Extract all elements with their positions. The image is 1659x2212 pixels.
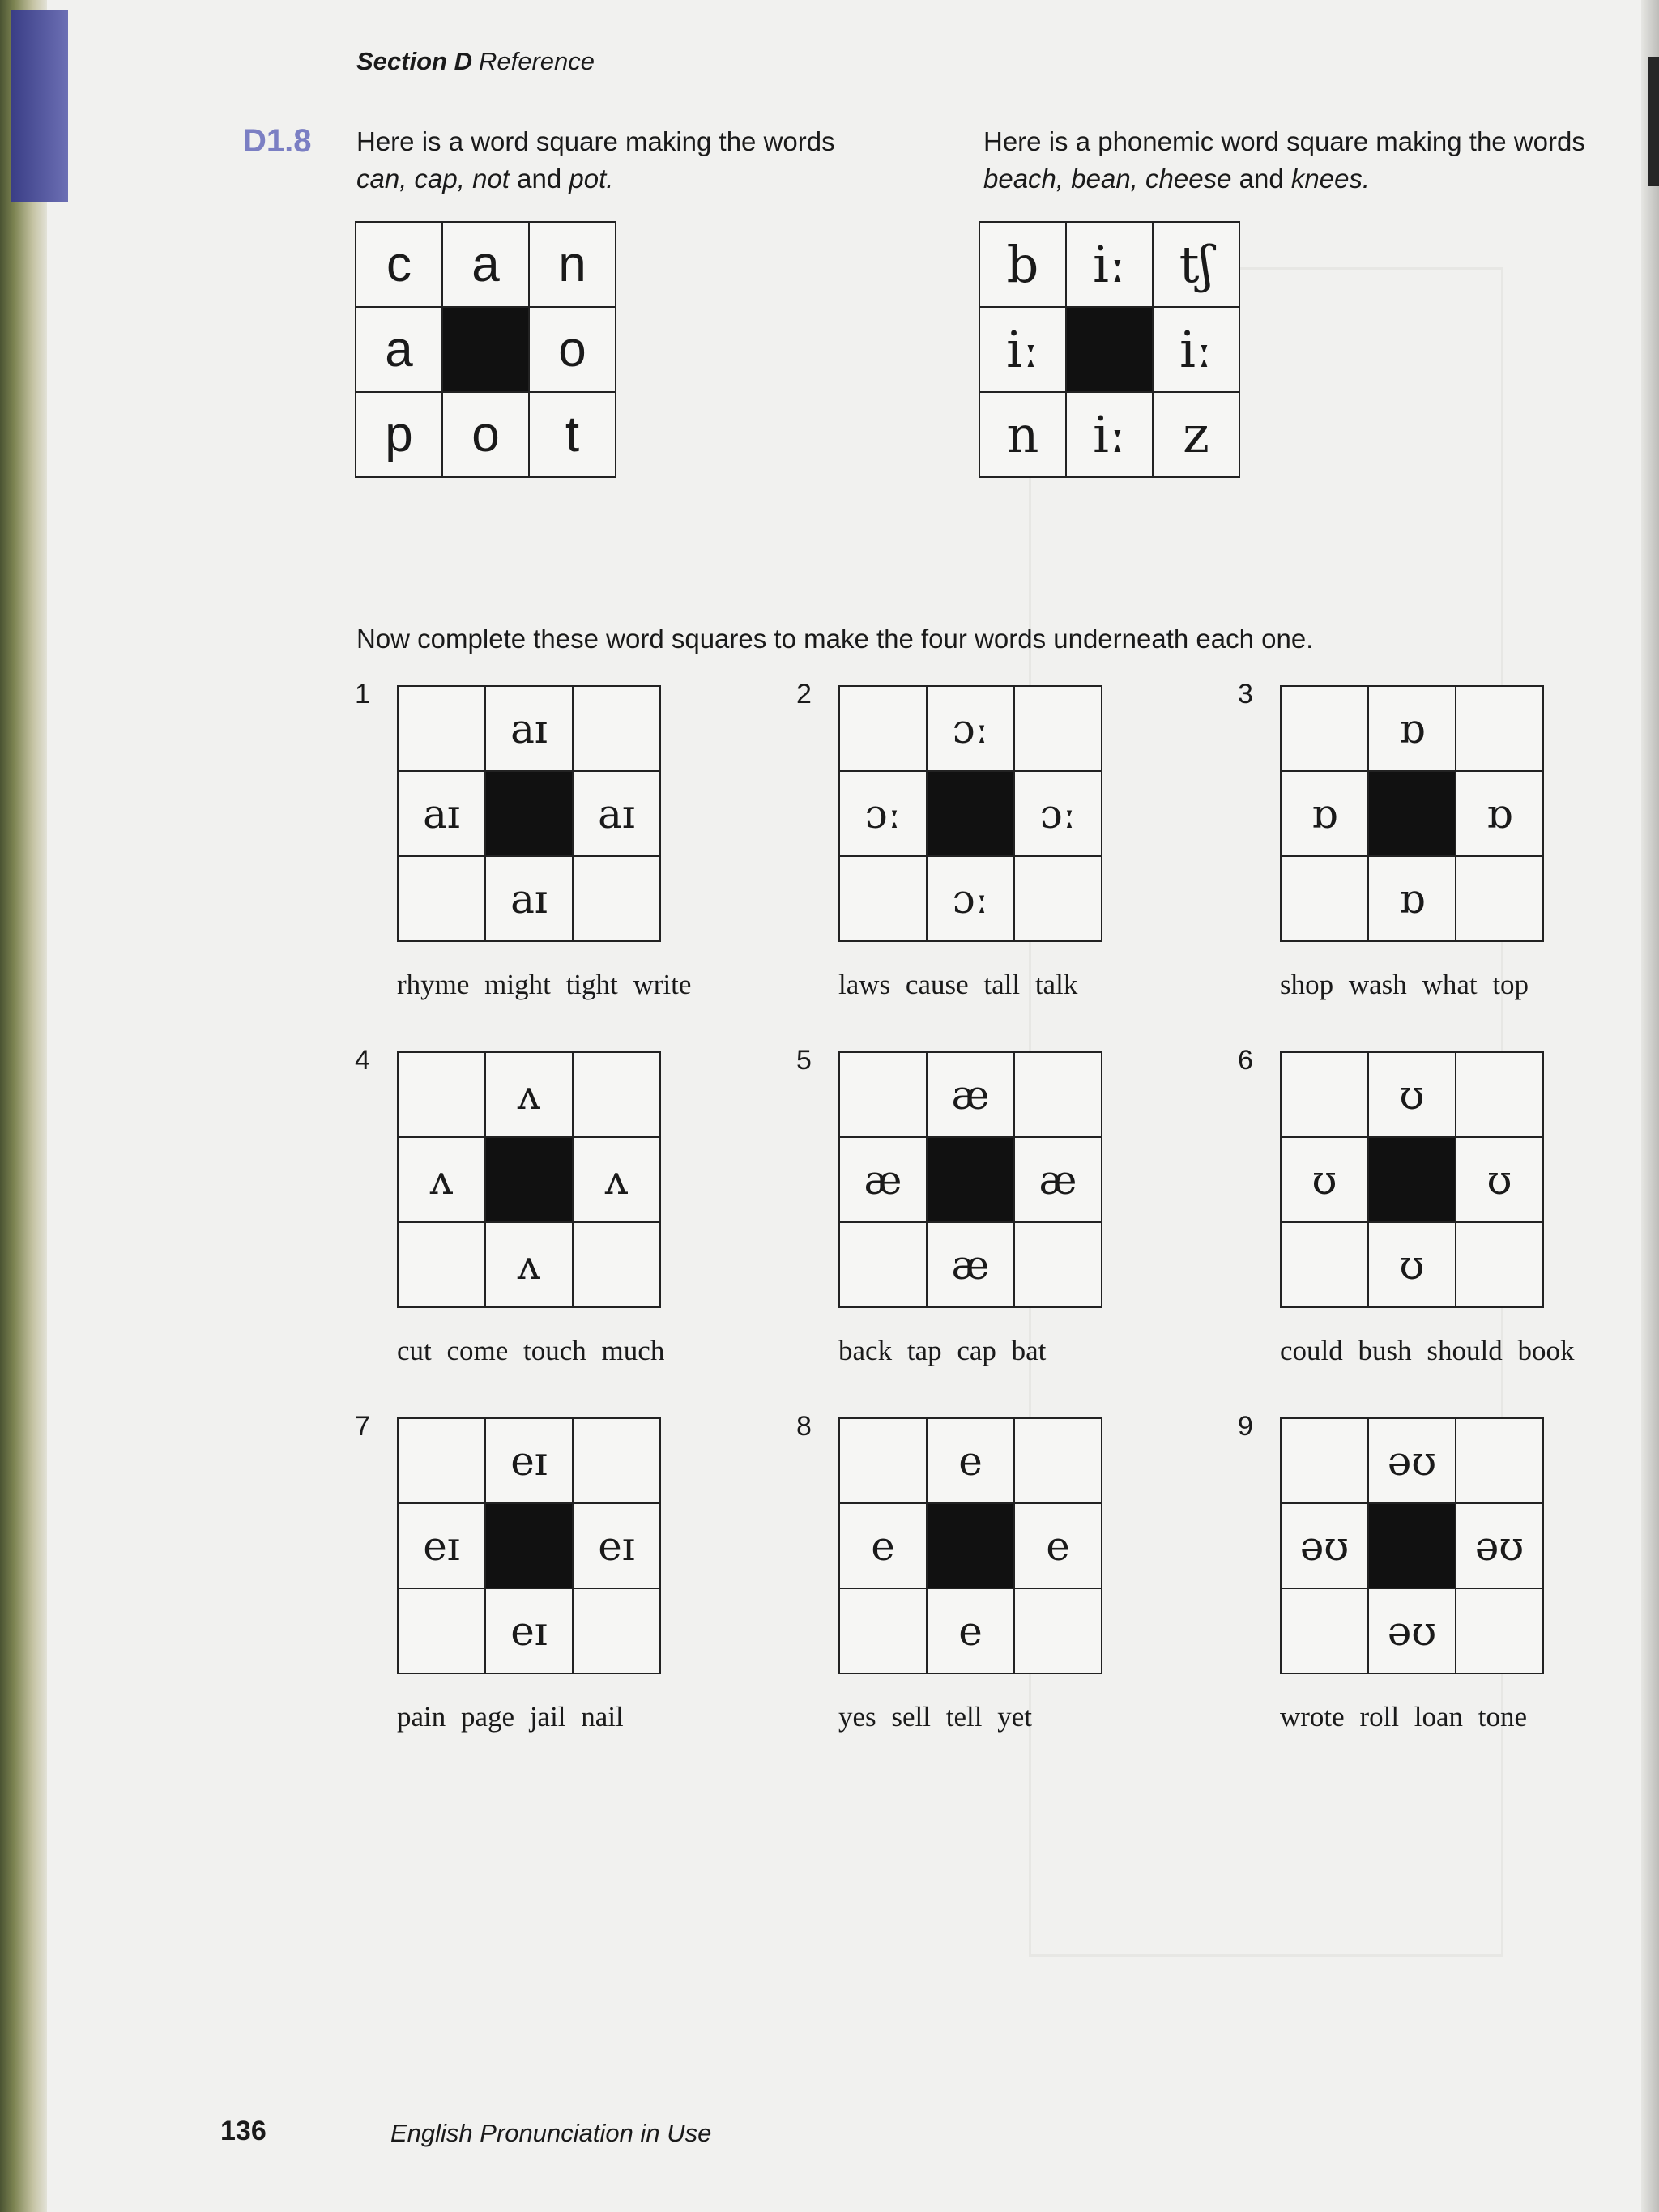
black-center-cell [1369, 772, 1455, 855]
intro-left [356, 123, 835, 198]
black-center-cell [1067, 308, 1152, 391]
conjunction: and [1239, 164, 1284, 194]
empty-cell [1282, 1053, 1367, 1136]
empty-cell [1456, 1589, 1542, 1673]
empty-cell [399, 1589, 484, 1673]
sound-cell: ʊ [1282, 1138, 1367, 1221]
black-center-cell [1369, 1504, 1455, 1588]
word-square [1280, 1051, 1544, 1308]
sound-cell: ʊ [1369, 1223, 1455, 1306]
sound-cell: eɪ [399, 1504, 484, 1588]
sound-cell: əʊ [1456, 1504, 1542, 1588]
target-words: wrote roll loan tone [1280, 1701, 1528, 1733]
word: bean, [1071, 164, 1138, 194]
sound-cell: ɔː [840, 772, 926, 855]
empty-cell [1282, 1223, 1367, 1306]
empty-cell [1015, 1419, 1101, 1502]
sound-cell: əʊ [1369, 1589, 1455, 1673]
puzzle-number: 6 [1238, 1045, 1253, 1076]
sound-cell: æ [928, 1053, 1013, 1136]
empty-cell [1456, 1223, 1542, 1306]
sound-cell: æ [1015, 1138, 1101, 1221]
sound-cell: ɔː [928, 687, 1013, 770]
puzzle-number: 9 [1238, 1411, 1253, 1442]
example-word-square [355, 221, 616, 478]
grid-cell: iː [1067, 223, 1152, 306]
puzzle-number: 4 [355, 1045, 370, 1076]
empty-cell [1456, 1053, 1542, 1136]
example-phonemic-square [979, 221, 1240, 478]
empty-cell [574, 1589, 659, 1673]
grid-cell: z [1154, 393, 1239, 476]
page-edge [1641, 0, 1659, 2212]
word-square [838, 685, 1102, 942]
empty-cell [574, 857, 659, 940]
empty-cell [574, 1223, 659, 1306]
puzzle-number: 2 [796, 679, 812, 710]
sound-cell: aɪ [399, 772, 484, 855]
black-center-cell [928, 772, 1013, 855]
sound-cell: æ [840, 1138, 926, 1221]
word-square [838, 1417, 1102, 1674]
empty-cell [574, 687, 659, 770]
sound-cell: aɪ [486, 687, 572, 770]
sound-cell: əʊ [1369, 1419, 1455, 1502]
reference-label: Reference [478, 47, 595, 75]
empty-cell [399, 687, 484, 770]
sound-cell: ɒ [1369, 857, 1455, 940]
sound-cell: æ [928, 1223, 1013, 1306]
sound-cell: ʊ [1369, 1053, 1455, 1136]
empty-cell [1282, 1589, 1367, 1673]
sound-cell: e [928, 1589, 1013, 1673]
puzzle-number: 5 [796, 1045, 812, 1076]
conjunction: and [517, 164, 562, 194]
intro-left-line1: Here is a word square making the words [356, 126, 835, 156]
grid-cell: iː [1154, 308, 1239, 391]
black-center-cell [486, 1504, 572, 1588]
grid-cell: a [356, 308, 441, 391]
sound-cell: ɒ [1282, 772, 1367, 855]
empty-cell [1015, 1053, 1101, 1136]
black-center-cell [486, 1138, 572, 1221]
empty-cell [1282, 857, 1367, 940]
empty-cell [1015, 1223, 1101, 1306]
sound-cell: ɒ [1369, 687, 1455, 770]
sound-cell: ʌ [574, 1138, 659, 1221]
black-center-cell [928, 1504, 1013, 1588]
instruction: Now complete these word squares to make the four words underneath each one. [356, 624, 1314, 654]
target-words: yes sell tell yet [838, 1701, 1032, 1733]
puzzle-number: 7 [355, 1411, 370, 1442]
page-edge-tab [1648, 57, 1659, 186]
word: beach, [983, 164, 1064, 194]
grid-cell: c [356, 223, 441, 306]
target-words: cut come touch much [397, 1335, 665, 1366]
page-header [356, 47, 595, 76]
empty-cell [840, 1419, 926, 1502]
black-center-cell [486, 772, 572, 855]
sound-cell: aɪ [574, 772, 659, 855]
grid-cell: a [443, 223, 528, 306]
black-center-cell [443, 308, 528, 391]
target-words: pain page jail nail [397, 1701, 624, 1733]
sound-cell: əʊ [1282, 1504, 1367, 1588]
section-label: Section D [356, 47, 472, 75]
sound-cell: e [928, 1419, 1013, 1502]
grid-cell: tʃ [1154, 223, 1239, 306]
grid-cell: t [530, 393, 615, 476]
sound-cell: ɔː [1015, 772, 1101, 855]
sound-cell: eɪ [574, 1504, 659, 1588]
target-words: back tap cap bat [838, 1335, 1047, 1366]
empty-cell [399, 1419, 484, 1502]
intro-right-line1: Here is a phonemic word square making the words [983, 126, 1585, 156]
empty-cell [574, 1419, 659, 1502]
grid-cell: iː [1067, 393, 1152, 476]
puzzle-number: 1 [355, 679, 370, 710]
exercise-number: D1.8 [243, 123, 312, 159]
word-square [397, 685, 661, 942]
sound-cell: ʌ [399, 1138, 484, 1221]
word: not [472, 164, 510, 194]
word-square [1280, 685, 1544, 942]
word-square [838, 1051, 1102, 1308]
word: can, [356, 164, 407, 194]
grid-cell: b [980, 223, 1065, 306]
word-square [1280, 1417, 1544, 1674]
empty-cell [1282, 1419, 1367, 1502]
sound-cell: ʊ [1456, 1138, 1542, 1221]
word-square [397, 1417, 661, 1674]
empty-cell [399, 857, 484, 940]
sound-cell: ɔː [928, 857, 1013, 940]
section-tab [11, 10, 68, 202]
empty-cell [1015, 1589, 1101, 1673]
empty-cell [1456, 1419, 1542, 1502]
empty-cell [840, 857, 926, 940]
word: knees. [1290, 164, 1371, 194]
empty-cell [399, 1053, 484, 1136]
sound-cell: eɪ [486, 1419, 572, 1502]
empty-cell [1282, 687, 1367, 770]
word: cheese [1145, 164, 1232, 194]
sound-cell: ʌ [486, 1223, 572, 1306]
puzzle-number: 3 [1238, 679, 1253, 710]
empty-cell [840, 1589, 926, 1673]
sound-cell: ɒ [1456, 772, 1542, 855]
empty-cell [840, 1223, 926, 1306]
book-binding [0, 0, 47, 2212]
empty-cell [840, 687, 926, 770]
sound-cell: aɪ [486, 857, 572, 940]
sound-cell: ʌ [486, 1053, 572, 1136]
black-center-cell [1369, 1138, 1455, 1221]
grid-cell: p [356, 393, 441, 476]
word: cap, [414, 164, 465, 194]
puzzle-number: 8 [796, 1411, 812, 1442]
grid-cell: o [530, 308, 615, 391]
empty-cell [1456, 687, 1542, 770]
book-title: English Pronunciation in Use [390, 2119, 712, 2147]
grid-cell: n [980, 393, 1065, 476]
empty-cell [1456, 857, 1542, 940]
intro-right-line2 [983, 160, 1585, 198]
sound-cell: eɪ [486, 1589, 572, 1673]
target-words: rhyme might tight write [397, 969, 692, 1000]
target-words: shop wash what top [1280, 969, 1529, 1000]
page-number: 136 [220, 2116, 267, 2146]
empty-cell [1015, 857, 1101, 940]
sound-cell: e [1015, 1504, 1101, 1588]
grid-cell: n [530, 223, 615, 306]
empty-cell [840, 1053, 926, 1136]
empty-cell [399, 1223, 484, 1306]
grid-cell: iː [980, 308, 1065, 391]
intro-right [983, 123, 1585, 198]
intro-left-line2 [356, 160, 835, 198]
word-square [397, 1051, 661, 1308]
sound-cell: e [840, 1504, 926, 1588]
target-words: laws cause tall talk [838, 969, 1078, 1000]
empty-cell [574, 1053, 659, 1136]
target-words: could bush should book [1280, 1335, 1575, 1366]
word: pot. [569, 164, 614, 194]
empty-cell [1015, 687, 1101, 770]
black-center-cell [928, 1138, 1013, 1221]
grid-cell: o [443, 393, 528, 476]
